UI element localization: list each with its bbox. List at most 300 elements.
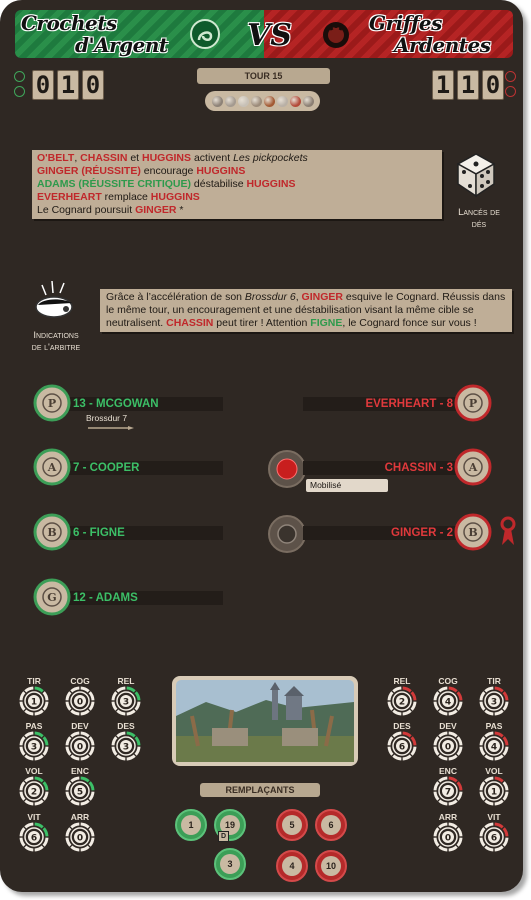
stat-pas <box>478 721 510 761</box>
dial-segment <box>113 747 116 755</box>
dial-segment <box>35 801 43 804</box>
player-bar-cooper[interactable]: 7 - COOPER <box>68 461 223 475</box>
stat-cog <box>432 676 464 716</box>
dial-segment <box>21 828 24 836</box>
dial-segment <box>504 782 507 790</box>
stat-value: 3 <box>122 697 130 708</box>
dial-segment <box>21 737 24 745</box>
ball-icon <box>290 96 301 107</box>
dial-segment <box>44 737 47 745</box>
dial-segment <box>25 688 33 691</box>
dial-segment <box>485 688 493 691</box>
right-indicator-1 <box>505 71 516 82</box>
dial-segment <box>435 692 438 700</box>
dial-segment <box>25 778 33 781</box>
dial-segment <box>35 847 43 850</box>
log-segment: HUGGINS <box>246 178 296 190</box>
substitute-number: 6 <box>321 815 341 835</box>
dial-segment <box>389 702 392 710</box>
dial-segment <box>71 688 79 691</box>
dial-segment <box>458 838 461 846</box>
stat-label: VOL <box>485 766 503 776</box>
stat-vol <box>18 766 50 806</box>
dial-segment <box>90 838 93 846</box>
player-bar-ginger[interactable]: GINGER - 2 <box>303 526 458 540</box>
dial-segment <box>481 838 484 846</box>
score-digit: 0 <box>32 70 54 100</box>
dial-segment <box>117 756 125 759</box>
dial-segment <box>81 801 89 804</box>
item-tag: Brossdur 7 <box>86 413 128 423</box>
dial-segment <box>393 733 401 736</box>
dial-segment <box>44 702 47 710</box>
role-letter: P <box>468 397 478 410</box>
dial-segment <box>44 747 47 755</box>
dial-segment <box>81 824 89 827</box>
stat-dial <box>111 731 141 761</box>
dial-segment <box>435 702 438 710</box>
dial-segment <box>495 711 503 714</box>
score-digit: 1 <box>457 70 479 100</box>
dial-segment <box>21 838 24 846</box>
stat-label: DES <box>117 721 135 731</box>
dial-segment <box>35 733 43 736</box>
dial-segment <box>127 711 135 714</box>
referee-segment: CHASSIN <box>166 317 214 329</box>
log-segment: Les pickpockets <box>233 152 308 164</box>
dial-segment <box>393 688 401 691</box>
dial-segment <box>439 756 447 759</box>
stat-dial <box>19 776 49 806</box>
dial-segment <box>67 792 70 800</box>
dial-segment <box>504 828 507 836</box>
stat-label: REL <box>117 676 135 686</box>
log-segment: HUGGINS <box>196 165 246 177</box>
dial-segment <box>449 733 457 736</box>
dial-segment <box>393 756 401 759</box>
dial-segment <box>21 747 24 755</box>
ball-icon <box>225 96 236 107</box>
log-segment: GINGER <box>135 204 177 216</box>
stat-value: 0 <box>444 742 452 753</box>
role-badge-a[interactable] <box>454 448 492 486</box>
dial-segment <box>90 782 93 790</box>
dial-segment <box>495 801 503 804</box>
dial-segment <box>136 747 139 755</box>
stat-rel <box>110 676 142 716</box>
left-team-panel <box>15 10 264 58</box>
dial-segment <box>25 711 33 714</box>
ball-icon <box>264 96 275 107</box>
stat-value: 3 <box>30 742 38 753</box>
stat-dev <box>432 721 464 761</box>
referee-segment: Brossdur 6 <box>244 291 296 303</box>
left-team-name-1: Crochets <box>21 11 117 35</box>
dial-segment <box>113 692 116 700</box>
dial-segment <box>412 747 415 755</box>
log-segment: HUGGINS <box>150 191 200 203</box>
snake-crest-icon <box>189 18 221 50</box>
dial-segment <box>67 747 70 755</box>
stadium-picture <box>172 676 358 766</box>
stat-dial <box>19 686 49 716</box>
dial-segment <box>481 828 484 836</box>
left-team-name-2: d'Argent <box>75 33 168 57</box>
stat-dial <box>479 731 509 761</box>
stat-value: 0 <box>444 833 452 844</box>
role-badge-p[interactable] <box>454 384 492 422</box>
stat-dial <box>387 731 417 761</box>
dial-segment <box>393 711 401 714</box>
dial-segment <box>90 702 93 710</box>
bludger-marker <box>268 515 306 553</box>
log-segment: O'BELT <box>37 152 75 164</box>
right-team-name-1: Griffes <box>369 11 442 35</box>
log-line <box>37 204 437 217</box>
dial-segment <box>485 733 493 736</box>
stat-pas <box>18 721 50 761</box>
bludger-icon <box>270 517 304 551</box>
dial-segment <box>412 702 415 710</box>
dial-segment <box>389 692 392 700</box>
substitute-number: 5 <box>282 815 302 835</box>
dial-segment <box>71 711 79 714</box>
stat-value: 4 <box>490 742 498 753</box>
dial-segment <box>81 847 89 850</box>
quaffle-icon <box>270 452 304 486</box>
dial-segment <box>458 692 461 700</box>
role-badge-p[interactable] <box>33 384 71 422</box>
dial-segment <box>435 828 438 836</box>
dial-segment <box>127 756 135 759</box>
stat-value: 6 <box>398 742 406 753</box>
dial-segment <box>504 737 507 745</box>
dial-segment <box>495 733 503 736</box>
substitute-player[interactable] <box>276 850 308 882</box>
right-team-panel <box>264 10 513 58</box>
stat-dial <box>433 776 463 806</box>
right-team-name-2: Ardentes <box>394 33 491 57</box>
substitute-player[interactable] <box>175 809 207 841</box>
dial-segment <box>67 838 70 846</box>
left-indicator-1 <box>14 71 25 82</box>
stat-dial <box>479 686 509 716</box>
role-badge-g[interactable] <box>33 578 71 616</box>
role-badge-b[interactable] <box>454 513 492 551</box>
ball-icon <box>303 96 314 107</box>
stat-label: TIR <box>27 676 41 686</box>
log-segment: EVERHEART <box>37 191 102 203</box>
role-letter: P <box>47 397 57 410</box>
dial-segment <box>439 733 447 736</box>
referee-segment: peut tirer ! Attention <box>213 317 311 329</box>
stat-dial <box>387 686 417 716</box>
log-segment: GINGER (RÉUSSITE) <box>37 165 141 177</box>
stat-label: VOL <box>25 766 43 776</box>
dial-segment <box>127 733 135 736</box>
dial-segment <box>495 847 503 850</box>
dice-label-line2: dés <box>471 219 487 230</box>
stat-value: 7 <box>444 787 452 798</box>
status-tag: Mobilisé <box>306 479 388 492</box>
score-digit: 0 <box>82 70 104 100</box>
dial-segment <box>485 756 493 759</box>
dial-segment <box>71 801 79 804</box>
left-score <box>32 70 104 100</box>
dial-segment <box>449 801 457 804</box>
dial-segment <box>21 702 24 710</box>
stat-dial <box>65 822 95 852</box>
stat-label: DEV <box>439 721 457 731</box>
dial-segment <box>439 688 447 691</box>
log-segment: Le Cognard poursuit <box>37 204 136 216</box>
stat-dial <box>19 822 49 852</box>
dial-segment <box>71 778 79 781</box>
substitute-player[interactable] <box>214 848 246 880</box>
substitute-number: 19 <box>220 815 240 835</box>
dial-segment <box>485 778 493 781</box>
player-bar-mcgowan[interactable]: 13 - MCGOWAN <box>68 397 223 411</box>
dice-label <box>440 207 518 231</box>
substitute-number: 10 <box>321 856 341 876</box>
dice-label-line1: Lancés de <box>458 207 500 218</box>
dial-segment <box>458 702 461 710</box>
log-line <box>37 191 437 204</box>
stat-label: ENC <box>71 766 89 776</box>
ball-icon <box>238 96 249 107</box>
dial-segment <box>25 733 33 736</box>
dial-segment <box>90 828 93 836</box>
stat-dial <box>479 822 509 852</box>
dial-segment <box>458 782 461 790</box>
role-letter: A <box>468 461 478 474</box>
log-segment: * <box>176 204 184 216</box>
player-bar-adams[interactable]: 12 - ADAMS <box>68 591 223 605</box>
dial-segment <box>495 824 503 827</box>
dial-segment <box>71 824 79 827</box>
stat-dial <box>111 686 141 716</box>
broom-icon <box>86 425 136 431</box>
stat-label: VIT <box>487 812 501 822</box>
dial-segment <box>35 711 43 714</box>
stat-value: 5 <box>76 787 84 798</box>
dial-segment <box>439 711 447 714</box>
dial-segment <box>485 847 493 850</box>
log-segment: remplace <box>101 191 151 203</box>
versus-label: VS <box>247 18 292 53</box>
stat-des <box>386 721 418 761</box>
dial-segment <box>458 737 461 745</box>
dial-segment <box>403 711 411 714</box>
dial-segment <box>389 747 392 755</box>
stat-value: 6 <box>490 833 498 844</box>
dial-segment <box>504 702 507 710</box>
substitute-number: 1 <box>181 815 201 835</box>
stat-value: 6 <box>30 833 38 844</box>
dial-segment <box>81 688 89 691</box>
stadium-image <box>172 676 358 766</box>
stat-value: 2 <box>398 697 406 708</box>
stat-dial <box>19 731 49 761</box>
substitute-player[interactable] <box>276 809 308 841</box>
stat-value: 0 <box>76 833 84 844</box>
dial-segment <box>21 692 24 700</box>
turn-counter: TOUR 15 <box>197 68 330 84</box>
stat-label: REL <box>393 676 411 686</box>
stat-dial <box>65 776 95 806</box>
dial-segment <box>71 847 79 850</box>
role-badge-a[interactable] <box>33 448 71 486</box>
stat-label: ENC <box>439 766 457 776</box>
stat-dial <box>433 731 463 761</box>
dial-segment <box>25 801 33 804</box>
referee-label-line1: Indications <box>33 330 79 341</box>
dial-segment <box>403 688 411 691</box>
stat-dial <box>65 686 95 716</box>
dial-segment <box>67 782 70 790</box>
dial-segment <box>449 756 457 759</box>
bludger-marker <box>268 450 306 488</box>
dial-segment <box>485 711 493 714</box>
dial-segment <box>136 692 139 700</box>
dial-segment <box>44 792 47 800</box>
stat-value: 4 <box>444 697 452 708</box>
dice-icon[interactable] <box>452 150 498 200</box>
dial-segment <box>67 702 70 710</box>
dial-segment <box>481 792 484 800</box>
balls-tray <box>205 91 320 111</box>
referee-segment: FIGNE <box>310 317 343 329</box>
stat-value: 2 <box>30 787 38 798</box>
dial-segment <box>435 782 438 790</box>
log-segment: HUGGINS <box>142 152 192 164</box>
dial-segment <box>90 747 93 755</box>
dial-segment <box>495 778 503 781</box>
dial-segment <box>35 824 43 827</box>
dial-segment <box>21 782 24 790</box>
ball-icon <box>277 96 288 107</box>
dial-segment <box>35 688 43 691</box>
referee-segment: GINGER <box>301 291 343 303</box>
log-line <box>37 178 437 191</box>
dial-segment <box>127 688 135 691</box>
stat-arr <box>432 812 464 852</box>
dial-segment <box>435 838 438 846</box>
dial-segment <box>35 778 43 781</box>
dial-segment <box>458 828 461 836</box>
dial-segment <box>90 737 93 745</box>
substitute-player[interactable] <box>315 809 347 841</box>
stat-label: ARR <box>70 812 90 822</box>
stat-dial <box>65 731 95 761</box>
dial-segment <box>81 778 89 781</box>
stat-dev <box>64 721 96 761</box>
stat-label: ARR <box>438 812 458 822</box>
referee-segment: esquive le Cognard. Réussis dans le même tour, un encouragement et une déstabilisation visant la même cible se neutralisent. <box>106 291 506 329</box>
log-line <box>37 165 437 178</box>
dial-segment <box>67 828 70 836</box>
role-letter: B <box>47 526 57 539</box>
dial-segment <box>21 792 24 800</box>
player-bar-figne[interactable]: 6 - FIGNE <box>68 526 223 540</box>
score-digit: 1 <box>432 70 454 100</box>
stat-dial <box>433 822 463 852</box>
log-segment: encourage <box>140 165 197 177</box>
log-segment: ADAMS (RÉUSSITE CRITIQUE) <box>37 178 192 190</box>
dial-segment <box>458 747 461 755</box>
dial-segment <box>44 782 47 790</box>
dial-segment <box>90 792 93 800</box>
referee-segment: , <box>295 291 302 303</box>
dial-segment <box>412 737 415 745</box>
dial-segment <box>449 778 457 781</box>
score-digit: 1 <box>57 70 79 100</box>
stat-label: PAS <box>485 721 503 731</box>
dial-segment <box>449 711 457 714</box>
dial-segment <box>25 847 33 850</box>
dial-segment <box>44 838 47 846</box>
dial-segment <box>435 792 438 800</box>
referee-segment: , le Cognard fonce sur vous ! <box>342 317 477 329</box>
dial-segment <box>439 801 447 804</box>
dial-segment <box>44 692 47 700</box>
ribbon-icon <box>499 515 517 547</box>
left-indicator-2 <box>14 86 25 97</box>
dial-segment <box>117 688 125 691</box>
dial-segment <box>485 824 493 827</box>
dial-segment <box>504 792 507 800</box>
stat-value: 0 <box>76 697 84 708</box>
dial-segment <box>495 756 503 759</box>
right-indicator-2 <box>505 86 516 97</box>
substitute-player[interactable] <box>315 850 347 882</box>
stat-vit <box>18 812 50 852</box>
dial-segment <box>44 828 47 836</box>
dial-segment <box>458 792 461 800</box>
dial-segment <box>67 737 70 745</box>
dial-segment <box>449 847 457 850</box>
stat-value: 1 <box>30 697 38 708</box>
stat-value: 1 <box>490 787 498 798</box>
referee-label-line2: de l'arbitre <box>31 342 81 353</box>
dial-segment <box>71 733 79 736</box>
player-bar-chassin[interactable]: CHASSIN - 3 <box>303 461 458 475</box>
log-segment: activent <box>191 152 234 164</box>
dial-segment <box>403 733 411 736</box>
log-segment: et <box>127 152 143 164</box>
stat-vol <box>478 766 510 806</box>
stat-label: COG <box>438 676 458 686</box>
stat-value: 0 <box>76 742 84 753</box>
stat-label: PAS <box>25 721 43 731</box>
dial-segment <box>481 702 484 710</box>
dial-segment <box>81 711 89 714</box>
dial-segment <box>136 737 139 745</box>
substitute-badge: D <box>218 831 229 842</box>
stat-value: 3 <box>122 742 130 753</box>
stat-vit <box>478 812 510 852</box>
stat-label: VIT <box>27 812 41 822</box>
role-badge-b[interactable] <box>33 513 71 551</box>
whistle-icon <box>32 277 80 323</box>
player-bar-everheart[interactable]: EVERHEART - 8 <box>303 397 458 411</box>
team-banner <box>15 10 513 58</box>
dial-segment <box>67 692 70 700</box>
log-segment: déstabilise <box>191 178 247 190</box>
dial-segment <box>449 824 457 827</box>
dial-segment <box>435 737 438 745</box>
dial-segment <box>481 782 484 790</box>
